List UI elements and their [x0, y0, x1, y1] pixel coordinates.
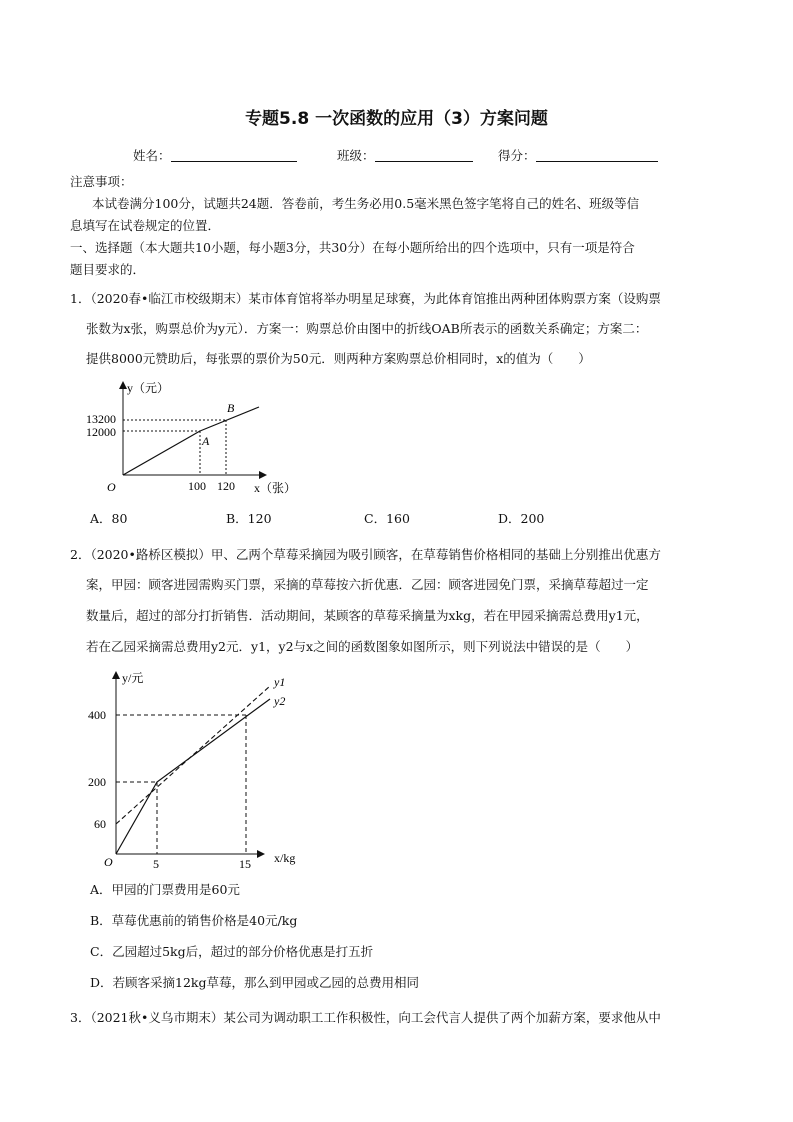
q2-y-tick-60: 60 — [94, 817, 106, 831]
score-blank[interactable] — [536, 149, 658, 162]
q1-graph — [80, 372, 320, 502]
class-label: 班级： — [337, 148, 375, 163]
q2-y2-line — [116, 699, 270, 854]
q2-stem-line-1: 2．（2020•路桥区模拟）甲、乙两个草莓采摘园为吸引顾客，在草莓销售价格相同的基础上分别推出优惠方 — [70, 547, 661, 562]
q2-y2-label: y2 — [274, 694, 286, 708]
notice-line-1: 本试卷满分100分，试题共24题．答卷前，考生务必用0.5毫米黑色签字笔将自己的姓名、班级等信 — [92, 196, 640, 211]
q1-point-b-label: B — [227, 401, 235, 415]
name-label: 姓名： — [133, 148, 171, 163]
class-blank[interactable] — [375, 149, 473, 162]
q1-y-tick-12000: 12000 — [86, 425, 116, 439]
notice-line-2: 息填写在试卷规定的位置． — [70, 218, 221, 233]
score-field — [498, 146, 658, 164]
q1-y-axis-label: y（元） — [127, 381, 170, 395]
q2-option-b[interactable]: B．草莓优惠前的销售价格是40元/kg — [90, 913, 298, 928]
q1-origin-label: O — [107, 480, 116, 494]
q1-point-a-label: A — [202, 434, 210, 448]
page-title: 专题5.8 一次函数的应用（3）方案问题 — [245, 109, 548, 129]
q2-x-axis-label: x/kg — [274, 851, 296, 865]
q2-stem-line-3: 数量后，超过的部分打折销售．活动期间，某顾客的草莓采摘量为xkg，若在甲园采摘需总费用y1元， — [86, 608, 649, 623]
q1-x-tick-100: 100 — [188, 479, 206, 493]
q2-x-tick-5: 5 — [153, 857, 159, 871]
q1-option-b[interactable]: B．120 — [226, 511, 272, 526]
q2-option-c[interactable]: C．乙园超过5kg后，超过的部分价格优惠是打五折 — [90, 944, 374, 959]
q1-stem-line-1: 1．（2020春•临江市校级期末）某市体育馆将举办明星足球赛，为此体育馆推出两种团体购票方案（设购票 — [70, 291, 661, 306]
q2-stem-line-4: 若在乙园采摘需总费用y2元．y1，y2与x之间的函数图象如图所示，则下列说法中错误的是（ ） — [86, 639, 639, 654]
q3-stem-line-1: 3．（2021秋•义乌市期末）某公司为调动职工工作积极性，向工会代言人提供了两个加薪方案，要求他从中 — [70, 1010, 661, 1025]
q1-stem-line-3: 提供8000元赞助后，每张票的票价为50元．则两种方案购票总价相同时，x的值为（ ） — [86, 351, 591, 366]
q2-y-tick-400: 400 — [88, 708, 106, 722]
section-heading-line-2: 题目要求的． — [70, 262, 146, 277]
q2-x-tick-15: 15 — [239, 857, 251, 871]
q2-option-a[interactable]: A．甲园的门票费用是60元 — [90, 882, 240, 897]
q2-stem-line-2: 案，甲园：顾客进园需购买门票，采摘的草莓按六折优惠．乙园：顾客进园免门票，采摘草莓超过一定 — [86, 577, 649, 592]
name-blank[interactable] — [171, 149, 297, 162]
q1-option-d[interactable]: D．200 — [498, 511, 545, 526]
q2-y1-label: y1 — [274, 675, 286, 689]
q2-option-d[interactable]: D．若顾客采摘12kg草莓，那么到甲园或乙园的总费用相同 — [90, 975, 420, 990]
q2-y-tick-200: 200 — [88, 775, 106, 789]
class-field — [337, 146, 473, 164]
q1-option-c[interactable]: C．160 — [364, 511, 410, 526]
q1-option-a[interactable]: A．80 — [90, 511, 128, 526]
q2-graph — [84, 664, 314, 874]
q1-x-axis-label: x（张） — [254, 481, 297, 495]
q1-y-tick-13200: 13200 — [86, 412, 116, 426]
q1-x-tick-120: 120 — [217, 479, 235, 493]
q2-origin-label: O — [104, 855, 113, 869]
q2-y-axis-label: y/元 — [122, 671, 144, 685]
q1-segment-oa — [123, 431, 200, 475]
score-label: 得分： — [498, 148, 536, 163]
notice-heading: 注意事项： — [70, 174, 133, 189]
section-heading-line-1: 一、选择题（本大题共10小题，每小题3分，共30分）在每小题所给出的四个选项中，只有一项是符合 — [70, 240, 635, 255]
name-field — [133, 146, 297, 164]
q1-stem-line-2: 张数为x张，购票总价为y元）．方案一：购票总价由图中的折线OAB所表示的函数关系确定；方案二： — [86, 321, 648, 336]
